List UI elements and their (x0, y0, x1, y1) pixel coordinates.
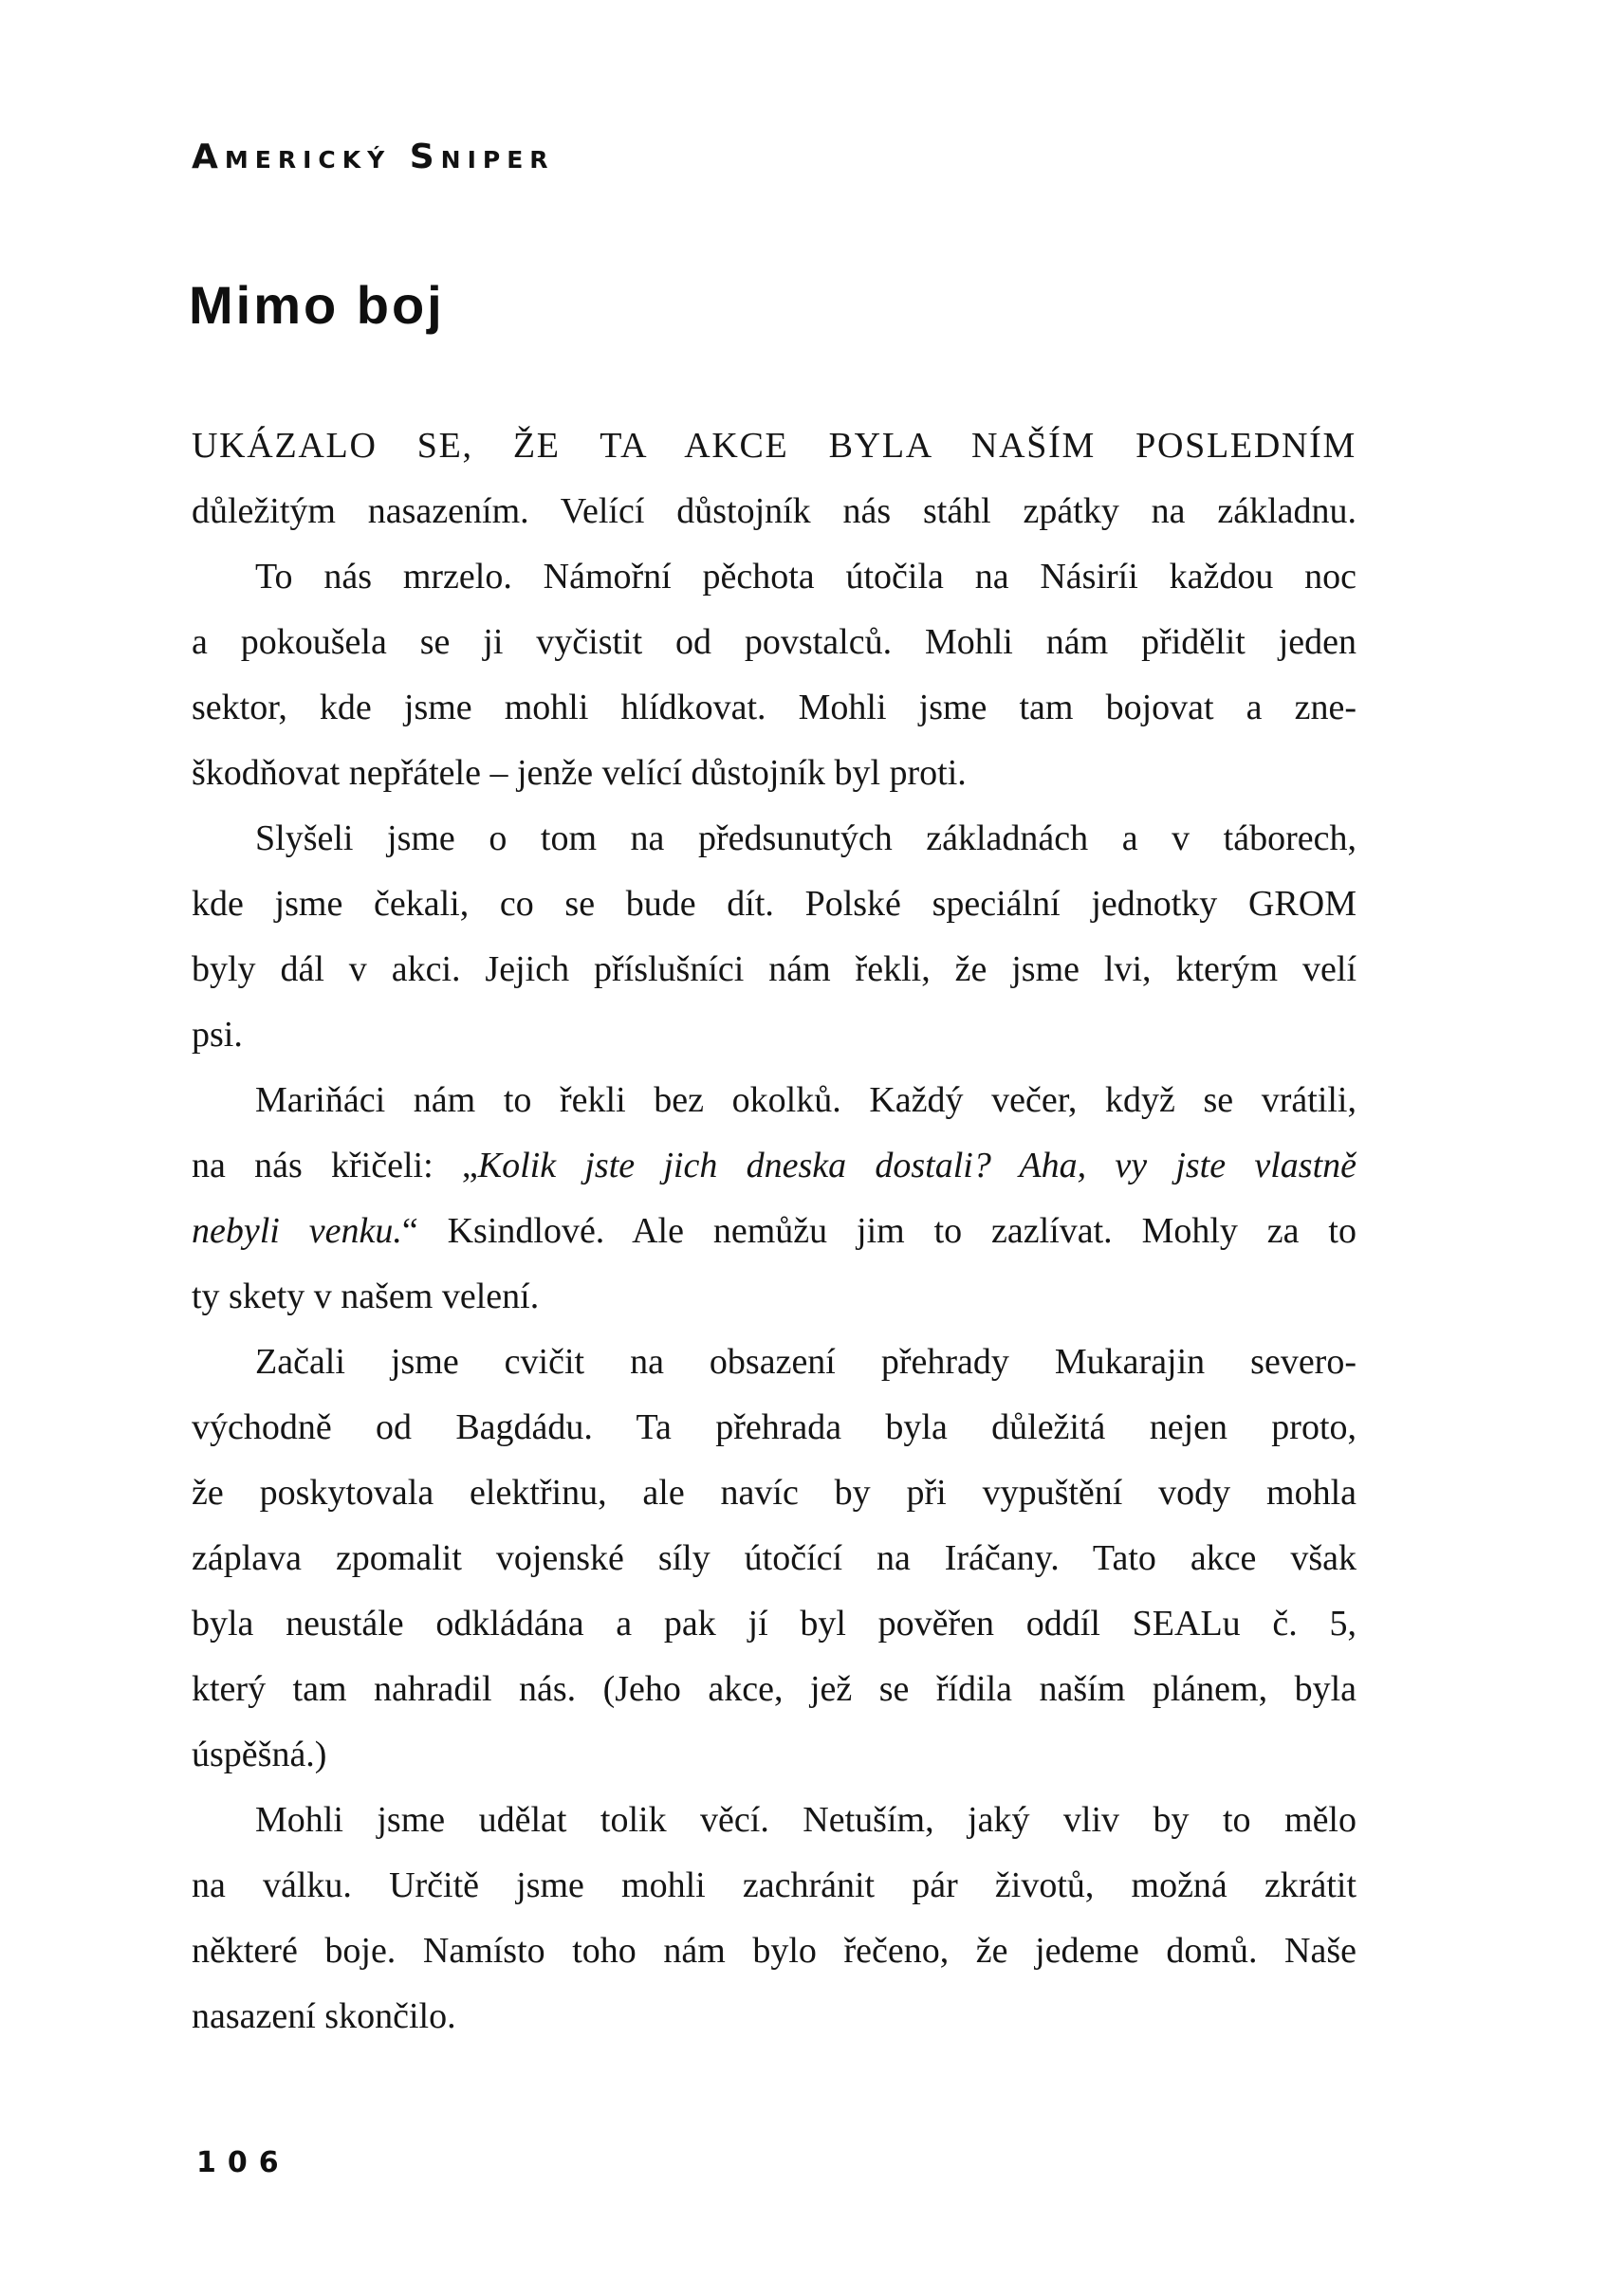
text-line (192, 1068, 1356, 1133)
text-line (192, 1460, 1356, 1526)
text-line (192, 1657, 1356, 1722)
text-line (192, 1853, 1356, 1919)
italic-text-segment: Kolik jste jich dneska dostali? Aha, vy jste vlastně (477, 1146, 1356, 1185)
text-segment: kde jsme čekali, co se bude dít. Polské speciální jednotky GROM (192, 884, 1356, 924)
text-block (192, 413, 1356, 2049)
text-segment: “ Ksindlové. Ale nemůžu jim to zazlívat. Mohly za to (401, 1211, 1356, 1251)
text-segment: důležitým nasazením. Velící důstojník nás stáhl zpátky na základnu. (192, 491, 1356, 531)
italic-text-segment: nebyli venku. (192, 1211, 402, 1251)
text-segment: některé boje. Namísto toho nám bylo řečeno, že jedeme domů. Naše (192, 1931, 1356, 1971)
text-segment: který tam nahradil nás. (Jeho akce, jež se řídila naším plánem, byla (192, 1669, 1356, 1709)
text-segment: To nás mrzelo. Námořní pěchota útočila na Násiríi každou noc (255, 557, 1356, 597)
text-line (192, 1330, 1356, 1395)
text-segment: psi. (192, 1015, 243, 1055)
text-segment: Začali jsme cvičit na obsazení přehrady Mukarajin severo- (255, 1342, 1356, 1382)
paragraph (192, 1330, 1356, 1788)
page-number: 106 (196, 2146, 290, 2179)
text-line (192, 1984, 1356, 2049)
text-segment: byly dál v akci. Jejich příslušníci nám řekli, že jsme lvi, kterým velí (192, 949, 1356, 989)
paragraph (192, 1068, 1356, 1330)
text-line (192, 1395, 1356, 1460)
paragraph (192, 1788, 1356, 2049)
text-line (192, 1526, 1356, 1591)
text-segment: sektor, kde jsme mohli hlídkovat. Mohli jsme tam bojovat a zne- (192, 688, 1356, 727)
text-line (192, 1788, 1356, 1853)
text-line (192, 1264, 1356, 1330)
text-segment: Slyšeli jsme o tom na předsunutých základnách a v táborech, (255, 818, 1356, 858)
text-segment: byla neustále odkládána a pak jí byl pověřen oddíl SEALu č. 5, (192, 1604, 1356, 1644)
text-line (192, 1722, 1356, 1788)
text-line (192, 1591, 1356, 1657)
text-segment: na válku. Určitě jsme mohli zachránit pár životů, možná zkrátit (192, 1865, 1356, 1905)
text-segment: UKÁZALO SE, ŽE TA AKCE BYLA NAŠÍM POSLEDNÍM (192, 426, 1356, 466)
text-line (192, 741, 1356, 806)
text-segment: ty skety v našem velení. (192, 1277, 540, 1316)
text-segment: nasazení skončilo. (192, 1996, 456, 2036)
text-line (192, 1919, 1356, 1984)
text-segment: Mariňáci nám to řekli bez okolků. Každý večer, když se vrátili, (255, 1080, 1356, 1120)
text-line (192, 1002, 1356, 1068)
running-header: Americký Sniper (192, 138, 555, 176)
paragraph (192, 413, 1356, 544)
text-line (192, 1133, 1356, 1199)
text-segment: Mohli jsme udělat tolik věcí. Netuším, jaký vliv by to mělo (255, 1800, 1356, 1840)
text-line (192, 806, 1356, 872)
text-line (192, 544, 1356, 610)
text-line (192, 479, 1356, 544)
paragraph (192, 544, 1356, 806)
text-segment: že poskytovala elektřinu, ale navíc by při vypuštění vody mohla (192, 1473, 1356, 1513)
text-line (192, 872, 1356, 937)
text-line (192, 1199, 1356, 1264)
text-line (192, 413, 1356, 479)
text-segment: a pokoušela se ji vyčistit od povstalců. Mohli nám přidělit jeden (192, 622, 1356, 662)
text-segment: východně od Bagdádu. Ta přehrada byla důležitá nejen proto, (192, 1407, 1356, 1447)
text-line (192, 937, 1356, 1002)
text-segment: úspěšná.) (192, 1735, 327, 1774)
text-segment: záplava zpomalit vojenské síly útočící na Iráčany. Tato akce však (192, 1538, 1356, 1578)
text-line (192, 675, 1356, 741)
paragraph (192, 806, 1356, 1068)
text-segment: na nás křičeli: „ (192, 1146, 478, 1185)
text-segment: škodňovat nepřátele – jenže velící důstojník byl proti. (192, 753, 967, 793)
chapter-title: Mimo boj (189, 275, 445, 335)
text-line (192, 610, 1356, 675)
